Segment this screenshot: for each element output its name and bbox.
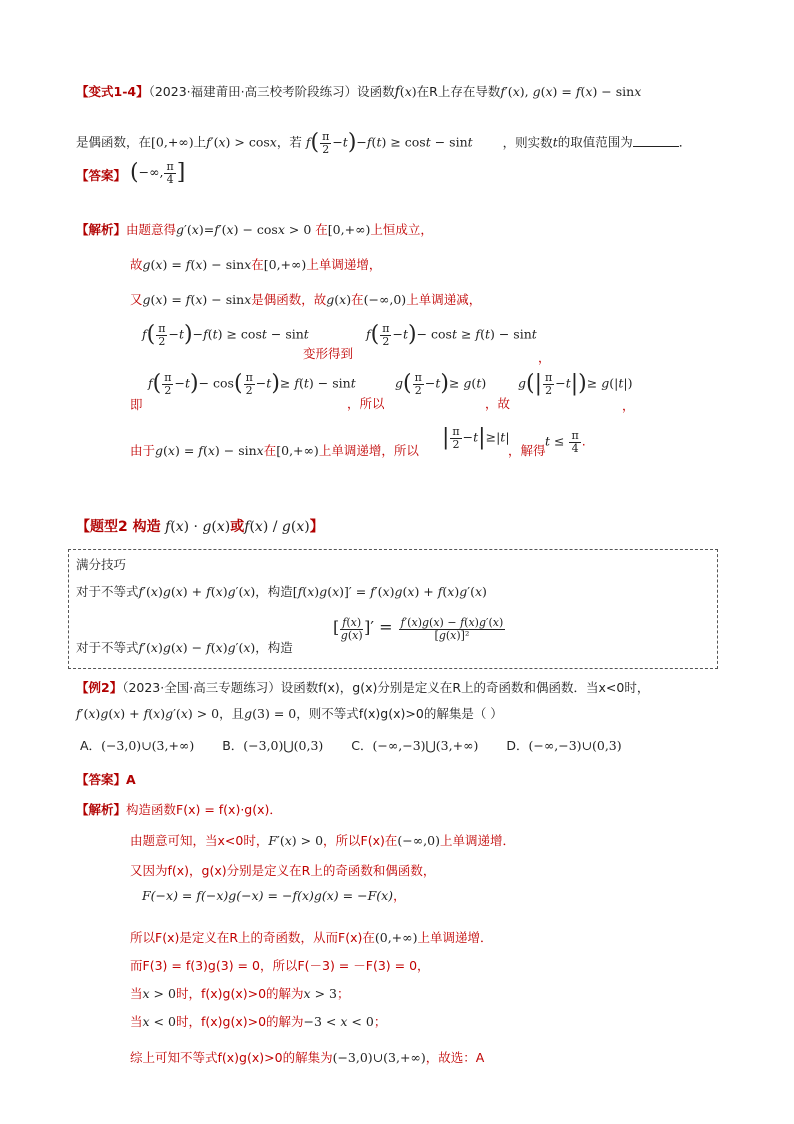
- analysis-2-line-3: 又因为f(x)，g(x)分别是定义在R上的奇函数和偶函数，: [130, 863, 436, 878]
- answer-2-value: A: [126, 772, 136, 787]
- answer-2-label: 【答案】: [76, 772, 127, 787]
- analysis-1-line-3: 又g(x) = f(x) − sinx是偶函数，故g(x)在(−∞,0)上单调递减，: [130, 292, 482, 307]
- analysis-2-line-1: 【解析】构造函数F(x) = f(x)·g(x)．: [76, 802, 282, 817]
- answer-1-label: 【答案】: [76, 168, 127, 183]
- analysis-1-ineq-b: f( $\frac{\pi}{2}$ −t)− cost ≥ f(t) − sint: [366, 322, 537, 348]
- tips-line-2: 对于不等式f′(x)g(x) − f(x)g′(x)，构造: [76, 640, 293, 655]
- analysis-2-line-2: 由题意可知，当x<0时，F′(x) > 0，所以F(x)在(−∞,0)上单调递增．: [130, 833, 515, 848]
- analysis-2-label: 【解析】: [76, 802, 127, 817]
- answer-2-line: [76, 772, 136, 787]
- tips-line-1: 对于不等式f′(x)g(x) + f(x)g′(x)，构造[f(x)g(x)]′ = f′(x)g(x) + f(x)g′(x): [76, 584, 487, 599]
- analysis-1-ineq-a: f( $\frac{\pi}{2}$ −t)−f(t) ≥ cost − sint: [142, 322, 309, 348]
- analysis-2-line-8: 当x < 0时，f(x)g(x)>0的解为−3 < x < 0；: [130, 1014, 387, 1029]
- option-b: B．(−3,0)⋃(0,3): [222, 738, 324, 753]
- example-2-label: 【例2】: [76, 680, 123, 695]
- analysis-1-label: 【解析】: [76, 222, 127, 237]
- analysis-1-line-5: f( $\frac{\pi}{2}$ −t)− cos( $\frac{\pi}{2}$ −t)≥ f(t) − sint: [148, 371, 356, 397]
- analysis-2-line-4: F(−x) = f(−x)g(−x) = −f(x)g(x) = −F(x)，: [142, 888, 406, 903]
- variant-label: 【变式1-4】: [76, 84, 149, 99]
- analysis-1-line-1: 【解析】由题意得g′(x)=f′(x) − cosx > 0 在[0,+∞)上恒成立，: [76, 222, 433, 237]
- answer-1-value: (−∞, $\frac{\pi}{4}$ ]: [130, 160, 186, 186]
- analysis-2-line-9: 综上可知不等式f(x)g(x)>0的解集为(−3,0)∪(3,+∞)，故选：A: [130, 1050, 485, 1065]
- tips-formula-2: [ $\frac{f(x)}{g(x)}$ ]′ = $\frac{f'(x)g(x) - f(x)g'(x)}{\text{[g(x)]²}}$: [333, 616, 504, 642]
- example-2-line-2: f′(x)g(x) + f(x)g′(x) > 0，且g(3) = 0，则不等式f(x)g(x)>0的解集是（ ）: [76, 706, 503, 721]
- variant-line-1: 【变式1-4】（2023·福建莆田·高三校考阶段练习）设函数f(x)在R上存在导数f′(x), g(x) = f(x) − sinx: [76, 84, 642, 100]
- analysis-1-transform: 变形得到: [303, 346, 354, 361]
- analysis-2-line-6: 而F(3) = f(3)g(3) = 0，所以F(－3) = －F(3) = 0，: [130, 958, 430, 973]
- tips-title: 满分技巧: [76, 557, 127, 572]
- analysis-2-line-5: 所以F(x)是定义在R上的奇函数，从而F(x)在(0,+∞)上单调递增．: [130, 930, 493, 945]
- option-c: C．(−∞,−3)⋃(3,+∞): [351, 738, 479, 753]
- option-d: D．(−∞,−3)∪(0,3): [506, 738, 622, 753]
- analysis-1-line-2: 故g(x) = f(x) − sinx在[0,+∞)上单调递增，: [130, 257, 382, 272]
- analysis-1-line-6: 由于g(x) = f(x) − sinx在[0,+∞)上单调递增，所以: [130, 443, 419, 458]
- variant-source: （2023·福建莆田·高三校考阶段练习）设函数: [148, 84, 395, 99]
- example-2-line-1: 【例2】（2023·全国·高三专题练习）设函数f(x)，g(x)分别是定义在R上的奇函数和偶函数．当x<0时，: [76, 680, 650, 695]
- option-a: A．(−3,0)∪(3,+∞): [80, 738, 195, 753]
- example-2-options: [80, 738, 622, 753]
- analysis-2-line-7: 当x > 0时，f(x)g(x)>0的解为x > 3；: [130, 986, 350, 1001]
- variant-line-2: 是偶函数，在[0,+∞)上f′(x) > cosx，若 f( $\frac{\pi}{2}$ −t)−f(t) ≥ cost − sint ，则实数t的取值范围为 ．: [76, 130, 692, 156]
- answer-blank: [633, 134, 679, 147]
- type2-title: 【题型2 构造 f(x) · g(x)或f(x) / g(x)】: [76, 519, 324, 535]
- analysis-1-ji: 即: [130, 397, 143, 412]
- answer-1-line: [76, 168, 126, 183]
